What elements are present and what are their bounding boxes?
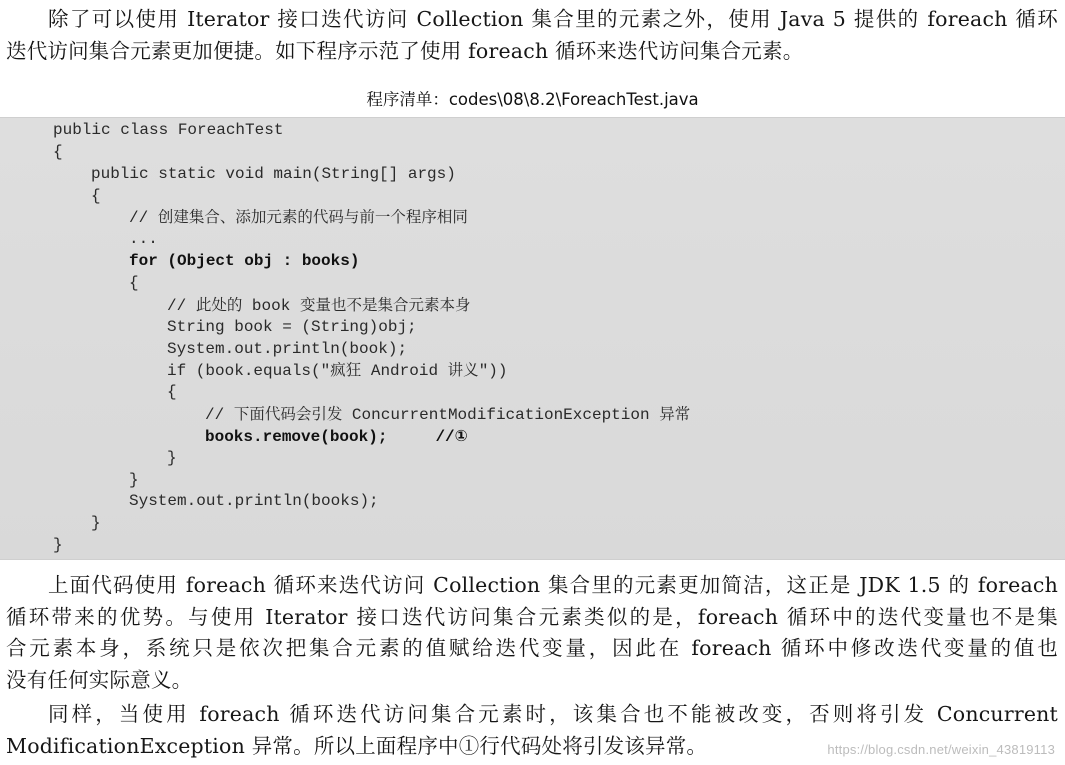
- code-line: // 创建集合、添加元素的代码与前一个程序相同: [129, 208, 468, 228]
- code-line: // 此处的 book 变量也不是集合元素本身: [167, 295, 471, 315]
- code-line: {: [91, 186, 101, 205]
- code-line: System.out.println(books);: [129, 492, 379, 511]
- explanation-paragraph: [6, 570, 1058, 696]
- code-listing: [0, 117, 1065, 560]
- same-line-2: ModificationException 异常。所以上面程序中①行代码处将引发该异常。: [6, 733, 708, 758]
- code-line: }: [167, 448, 177, 467]
- code-line: public static void main(String[] args): [91, 164, 456, 183]
- code-line: }: [53, 536, 63, 555]
- watermark-url: https://blog.csdn.net/weixin_43819113: [827, 742, 1055, 757]
- explain-line-3: 合元素本身，系统只是依次把集合元素的值赋给迭代变量，因此在 foreach 循环中修改迭代变量的值也: [6, 636, 1058, 660]
- explain-line-2: 循环带来的优势。与使用 Iterator 接口迭代访问集合元素类似的是，foreach 循环中的迭代变量也不是集: [6, 604, 1058, 629]
- code-line: ...: [129, 230, 158, 249]
- code-line: {: [167, 383, 177, 402]
- code-line: books.remove(book); //①: [205, 426, 468, 446]
- code-line: {: [129, 273, 139, 292]
- intro-paragraph: [6, 4, 1058, 67]
- explain-line-4: 没有任何实际意义。: [6, 667, 193, 692]
- code-line: if (book.equals("疯狂 Android 讲义")): [167, 361, 508, 381]
- code-line: String book = (String)obj;: [167, 317, 417, 336]
- same-line-1: 同样，当使用 foreach 循环迭代访问集合元素时，该集合也不能被改变，否则将引发 Concurrent: [48, 702, 1058, 726]
- intro-line-2: 迭代访问集合元素更加便捷。如下程序示范了使用 foreach 循环来迭代访问集合元素。: [6, 38, 804, 63]
- listing-caption: 程序清单：codes\08\8.2\ForeachTest.java: [366, 90, 699, 109]
- code-line: }: [91, 514, 101, 533]
- code-line: }: [129, 470, 139, 489]
- code-line: // 下面代码会引发 ConcurrentModificationException 异常: [205, 405, 691, 425]
- code-line: {: [53, 142, 63, 161]
- explain-line-1: 上面代码使用 foreach 循环来迭代访问 Collection 集合里的元素更加简洁，这正是 JDK 1.5 的 foreach: [48, 573, 1058, 597]
- code-line: public class ForeachTest: [53, 121, 284, 139]
- code-line: System.out.println(book);: [167, 339, 408, 358]
- code-line: for (Object obj : books): [129, 252, 360, 271]
- intro-line-1: 除了可以使用 Iterator 接口迭代访问 Collection 集合里的元素之外，使用 Java 5 提供的 foreach 循环: [48, 7, 1058, 31]
